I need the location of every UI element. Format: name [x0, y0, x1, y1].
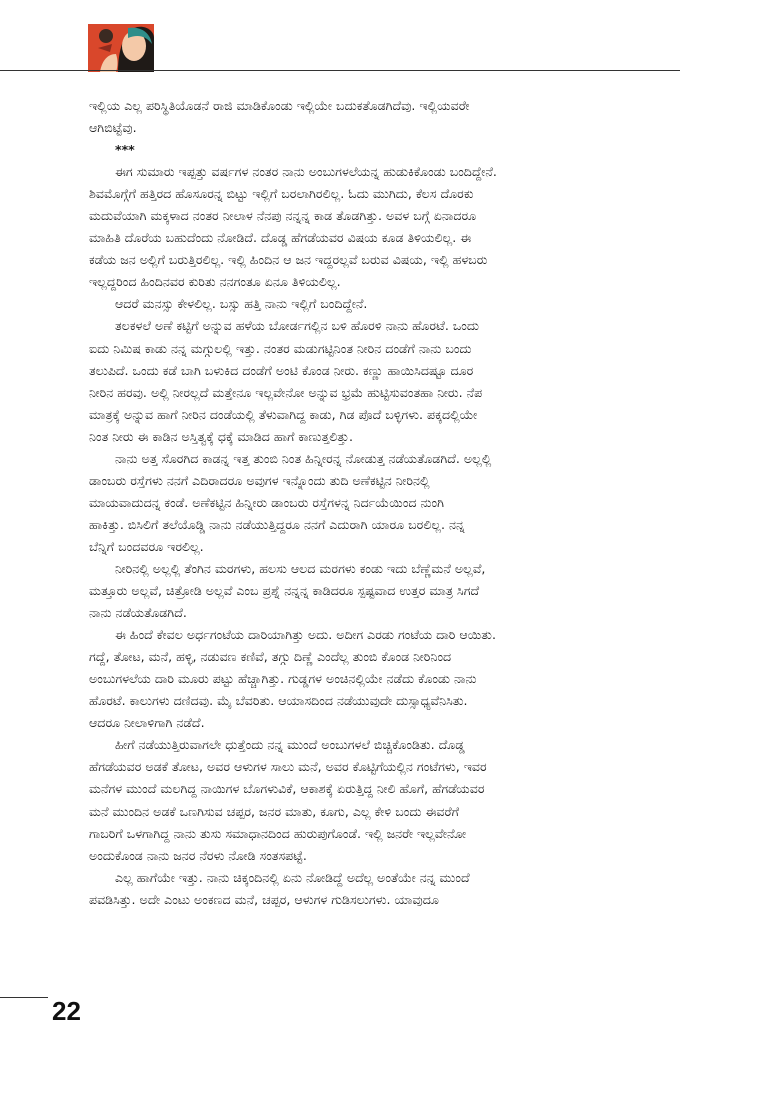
text-line: ನೀರಿನ ಹರವು. ಅಲ್ಲಿ ನೀರಲ್ಲದೆ ಮತ್ತೇನೂ ಇಲ್ಲವೇನೋ ಅನ್ನುವ ಭ್ರಮೆ ಹುಟ್ಟಿಸುವಂತಹಾ ನೀರು. ನೆಪ	[89, 384, 483, 400]
paragraph-start: ತಲಕಳಲೆ ಅಣೆ ಕಟ್ಟಿಗೆ ಅನ್ನುವ ಹಳೆಯ ಬೋರ್ಡಗಲ್ಲಿನ ಬಳಿ ಹೊರಳಿ ನಾನು ಹೊರಟೆ. ಒಂದು	[115, 318, 480, 334]
text-line: ಮಾಹಿತಿ ದೊರೆಯ ಬಹುದೆಂದು ನೋಡಿದೆ. ದೊಡ್ಡ ಹೆಗಡೆಯವರ ವಿಷಯ ಕೂಡ ತಿಳಿಯಲಿಲ್ಲ. ಈ	[89, 230, 472, 246]
text-line: ಶಿವಮೊಗ್ಗೆಗೆ ಹತ್ತಿರದ ಹೊಸೂರನ್ನ ಬಿಟ್ಟು ಇಲ್ಲಿಗೆ ಬರಲಾಗಿರಲಿಲ್ಲ. ಓದು ಮುಗಿದು, ಕೆಲಸ ದೊರಕು	[89, 186, 474, 202]
text-line: ನಾನು ನಡೆಯತೊಡಗಿದೆ.	[89, 605, 187, 621]
paragraph-start: ನೀರಿನಲ್ಲಿ ಅಲ್ಲಲ್ಲಿ ತೆಂಗಿನ ಮರಗಳು, ಹಲಸು ಆಲದ ಮರಗಳು ಕಂಡು ಇದು ಬೆಣ್ಣೆಮನೆ ಅಲ್ಲವೆ,	[115, 560, 486, 576]
paragraph-start: ಎಲ್ಲ ಹಾಗೆಯೇ ಇತ್ತು. ನಾನು ಚಿಕ್ಕಂದಿನಲ್ಲಿ ಏನು ನೋಡಿದ್ದೆ ಅದೆಲ್ಲ ಅಂತೆಯೇ ನನ್ನ ಮುಂದೆ	[115, 869, 470, 885]
paragraph-start: ಹೀಗೆ ನಡೆಯುತ್ತಿರುವಾಗಲೇ ಧುತ್ತೆಂದು ನನ್ನ ಮುಂದೆ ಅಂಬುಗಳಲೆ ಬಿಚ್ಚಿಕೊಂಡಿತು. ದೊಡ್ಡ	[115, 737, 465, 753]
text-line: ಹಾಕಿತ್ತು. ಬಿಸಿಲಿಗೆ ತಲೆಯೊಡ್ಡಿ ನಾನು ನಡೆಯುತ್ತಿದ್ದರೂ ನನಗೆ ಎದುರಾಗಿ ಯಾರೂ ಬರಲಿಲ್ಲ. ನನ್ನ	[89, 516, 465, 532]
text-line: ಆದರೂ ನೀಲಾಳಿಗಾಗಿ ನಡೆದೆ.	[89, 715, 205, 731]
text-line: ಡಾಂಬರು ರಸ್ತೆಗಳು ನನಗೆ ಎದಿರಾದರೂ ಅವುಗಳ ಇನ್ನೊಂದು ತುದಿ ಅಣೆಕಟ್ಟಿನ ನೀರಿನಲ್ಲಿ	[89, 472, 430, 488]
text-line: ಗಾಬರಿಗೆ ಒಳಗಾಗಿದ್ದ ನಾನು ತುಸು ಸಮಾಧಾನದಿಂದ ಹುರುಪುಗೊಂಡೆ. ಇಲ್ಲಿ ಜನರೇ ಇಲ್ಲವೇನೋ	[89, 825, 467, 841]
portrait-illustration-icon	[88, 24, 154, 72]
paragraph-start: ಈ ಹಿಂದೆ ಕೇವಲ ಅರ್ಧಗಂಟೆಯ ದಾರಿಯಾಗಿತ್ತು ಅದು. ಅದೀಗ ಎರಡು ಗಂಟೆಯ ದಾರಿ ಆಯಿತು.	[115, 627, 496, 643]
paragraph-start: ನಾನು ಅತ್ತ ಸೊರಗಿದ ಕಾಡನ್ನ ಇತ್ತ ತುಂಬಿ ನಿಂತ ಹಿನ್ನೀರನ್ನ ನೋಡುತ್ತ ನಡೆಯತೊಡಗಿದೆ. ಅಲ್ಲಲ್ಲಿ	[115, 450, 492, 466]
text-line: ಗದ್ದೆ, ತೋಟ, ಮನೆ, ಹಳ್ಳಿ, ನಡುವಣ ಕಣಿವೆ, ತಗ್ಗು ದಿಣ್ಣೆ ಎಂದೆಲ್ಲ ತುಂಬಿ ಕೊಂಡ ನೀರಿನಿಂದ	[89, 649, 452, 665]
text-line: ಮಾಯವಾದುದನ್ನ ಕಂಡೆ. ಅಣೆಕಟ್ಟಿನ ಹಿನ್ನೀರು ಡಾಂಬರು ರಸ್ತೆಗಳನ್ನ ನಿರ್ದಯೆಯಿಂದ ನುಂಗಿ	[89, 494, 445, 510]
text-line: ಮತ್ತೂರು ಅಲ್ಲವೆ, ಚಿತ್ರೋಡಿ ಅಲ್ಲವೆ ಎಂಬ ಪ್ರಶ್ನೆ ನನ್ನನ್ನ ಕಾಡಿದರೂ ಸ್ಪಷ್ಟವಾದ ಉತ್ತರ ಮಾತ್ರ ಸಿಗದೆ	[89, 583, 480, 599]
body-text	[89, 95, 681, 911]
text-line: ತಲುಪಿದೆ. ಒಂದು ಕಡೆ ಬಾಗಿ ಬಳುಕಿದ ದಂಡೆಗೆ ಅಂಟಿ ಕೊಂಡ ನೀರು. ಕಣ್ಣು ಹಾಯಿಸಿದಷ್ಟೂ ದೂರ	[89, 362, 474, 378]
text-line: ಹೊರಟೆ. ಕಾಲುಗಳು ದಣಿದವು. ಮೈ ಬೆವರಿತು. ಆಯಾಸದಿಂದ ನಡೆಯುವುದೇ ದುಸ್ಸಾಧ್ಯವೆನಿಸಿತು.	[89, 693, 468, 709]
text-line: ಮನೆ ಮುಂದಿನ ಅಡಕೆ ಒಣಗಿಸುವ ಚಪ್ಪರ, ಜನರ ಮಾತು, ಕೂಗು, ಎಲ್ಲ ಕೇಳಿ ಬಂದು ಈವರೆಗೆ	[89, 803, 459, 819]
text-line: ಅಂಬುಗಳಲೆಯ ದಾರಿ ಮೂರು ಪಟ್ಟು ಹೆಚ್ಚಾಗಿತ್ತು. ಗುಡ್ಡಗಳ ಅಂಚಿನಲ್ಲಿಯೇ ನಡೆದು ಕೊಂಡು ನಾನು	[89, 671, 477, 687]
text-line: ಇಲ್ಲದ್ದರಿಂದ ಹಿಂದಿನವರ ಕುರಿತು ನನಗಂತೂ ಏನೂ ತಿಳಿಯಲಿಲ್ಲ.	[89, 274, 341, 290]
text-line: ಬೆನ್ನಿಗೆ ಬಂದವರೂ ಇರಲಿಲ್ಲ.	[89, 538, 204, 554]
text-line: ಹೆಗಡೆಯವರ ಅಡಕೆ ತೋಟ, ಅವರ ಆಳುಗಳ ಸಾಲು ಮನೆ, ಅವರ ಕೊಟ್ಟಿಗೆಯಲ್ಲಿನ ಗಂಟೆಗಳು, ಇವರ	[89, 759, 487, 775]
text-line: ಐದು ನಿಮಿಷ ಕಾಡು ನನ್ನ ಮಗ್ಗುಲಲ್ಲಿ ಇತ್ತು. ನಂತರ ಮಡುಗಟ್ಟಿನಿಂತ ನೀರಿನ ದಂಡೆಗೆ ನಾನು ಬಂದು	[89, 340, 472, 356]
text-line: ಪವಡಿಸಿತ್ತು. ಅದೇ ಎಂಟು ಅಂಕಣದ ಮನೆ, ಚಪ್ಪರ, ಆಳುಗಳ ಗುಡಿಸಲುಗಳು. ಯಾವುದೂ	[89, 891, 439, 907]
text-line: ಇಲ್ಲಿಯ ಎಲ್ಲ ಪರಿಸ್ಥಿತಿಯೊಡನೆ ರಾಜಿ ಮಾಡಿಕೊಂಡು ಇಲ್ಲಿಯೇ ಬದುಕತೊಡಗಿದೆವು. ಇಲ್ಲಿಯವರೇ	[89, 98, 470, 113]
section-separator: ***	[115, 142, 135, 158]
text-line: ಮಾತ್ರಕ್ಕೆ ಅನ್ನುವ ಹಾಗೆ ನೀರಿನ ದಂಡೆಯಲ್ಲಿ ತೆಳುವಾಗಿದ್ದ ಕಾಡು, ಗಿಡ ಪೊದೆ ಬಳ್ಳಿಗಳು. ಪಕ್ಕದಲ್ಲಿಯೇ	[89, 406, 478, 422]
text-line: ಮದುವೆಯಾಗಿ ಮಕ್ಕಳಾದ ನಂತರ ನೀಲಾಳ ನೆನಪು ನನ್ನನ್ನ ಕಾಡ ತೊಡಗಿತ್ತು. ಅವಳ ಬಗ್ಗೆ ಏನಾದರೂ	[89, 208, 477, 224]
text-line: ನಿಂತ ನೀರು ಈ ಕಾಡಿನ ಅಸ್ತಿತ್ವಕ್ಕೆ ಧಕ್ಕೆ ಮಾಡಿದ ಹಾಗೆ ಕಾಣುತ್ತಲಿತ್ತು.	[89, 428, 353, 444]
page-number: 22	[52, 996, 81, 1026]
header-rule	[0, 70, 680, 71]
text-line: ಅಂದುಕೊಂಡ ನಾನು ಜನರ ನೆರಳು ನೋಡಿ ಸಂತಸಪಟ್ಟೆ.	[89, 847, 307, 863]
paragraph-start: ಆದರೆ ಮನಸ್ಸು ಕೇಳಲಿಲ್ಲ. ಬಸ್ಸು ಹತ್ತಿ ನಾನು ಇಲ್ಲಿಗೆ ಬಂದಿದ್ದೇನೆ.	[115, 296, 368, 312]
paragraph-start: ಈಗ ಸುಮಾರು ಇಪ್ಪತ್ತು ವರ್ಷಗಳ ನಂತರ ನಾನು ಅಂಬುಗಳಲೆಯನ್ನ ಹುಡುಕಿಕೊಂಡು ಬಂದಿದ್ದೇನೆ.	[115, 164, 497, 180]
text-line: ಕಡೆಯ ಜನ ಅಲ್ಲಿಗೆ ಬರುತ್ತಿರಲಿಲ್ಲ. ಇಲ್ಲಿ ಹಿಂದಿನ ಆ ಜನ ಇದ್ದರಲ್ಲವೆ ಬರುವ ವಿಷಯ, ಇಲ್ಲಿ ಹಳಬರು	[89, 252, 488, 268]
footer-rule	[0, 997, 48, 998]
text-line: ಮನೆಗಳ ಮುಂದೆ ಮಲಗಿದ್ದ ನಾಯಿಗಳ ಬೊಗಳುವಿಕೆ, ಆಕಾಶಕ್ಕೆ ಏರುತ್ತಿದ್ದ ನೀಲಿ ಹೊಗೆ, ಹೆಗಡೆಯವರ	[89, 781, 485, 797]
text-line: ಆಗಿಬಿಟ್ಟೆವು.	[89, 120, 137, 136]
